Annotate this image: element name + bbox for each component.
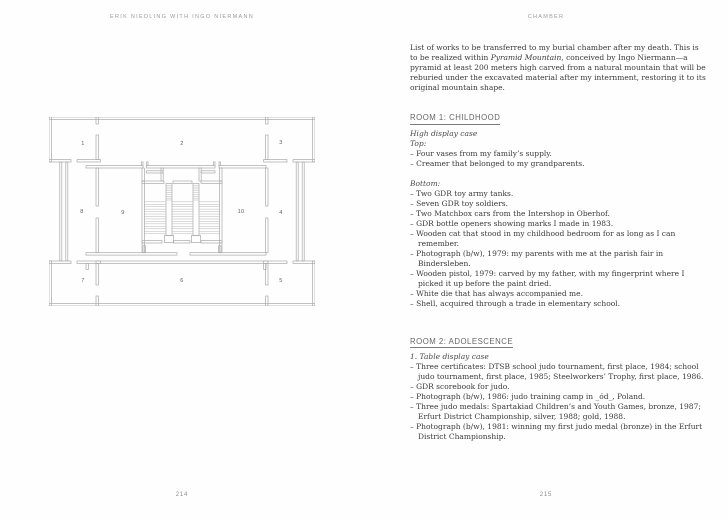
room-number: 9 <box>121 210 125 216</box>
list-marker: – <box>410 208 417 218</box>
wall-segment <box>164 236 173 243</box>
wall-segment <box>96 168 98 206</box>
list-item-text: Photograph (b/w), 1986: judo training camp in _ód_, Poland. <box>416 392 646 401</box>
list-marker: – <box>410 148 417 158</box>
list-item <box>410 299 708 309</box>
room-number: 2 <box>180 141 184 147</box>
list-item-text: Wooden cat that stood in my childhood bedroom for as long as I can remember. <box>416 228 676 248</box>
list-marker: – <box>410 382 417 391</box>
list-item-text: Creamer that belonged to my grandparents. <box>416 158 585 168</box>
room-number: 8 <box>80 209 84 215</box>
wall-segment <box>219 162 221 166</box>
wall-segment <box>86 263 88 269</box>
wall-segment <box>293 261 315 263</box>
wall-segment <box>96 263 98 285</box>
wall-segment <box>49 261 71 263</box>
display-case-group <box>410 129 708 169</box>
list-item <box>410 199 708 209</box>
list-marker: – <box>410 198 417 208</box>
page-number-left: 214 <box>175 492 189 498</box>
wall-segment <box>302 162 304 261</box>
intro-text-pre: List of works to be transferred to my burial chamber after my death. This is to be realized within <box>410 43 699 62</box>
list-item-text: Three judo medals: Spartakiad Children’s and Youth Games, bronze, 1987; Erfurt District Championship, silver, 1988; gold, 1988. <box>416 402 701 421</box>
wall-segment <box>147 171 164 173</box>
list-item-text: Three certificates: DTSB school judo tournament, first place, 1984; school judo tournament, first place, 1985; Steelworkers’ Trophy, first place, 1986. <box>416 362 704 381</box>
section-groups <box>410 352 708 442</box>
list-marker: – <box>410 268 417 278</box>
wall-segment <box>147 162 149 166</box>
wall-segment <box>49 160 71 162</box>
wall-segment <box>293 160 315 162</box>
page-number-right: 215 <box>539 492 553 498</box>
wall-segment <box>220 168 222 181</box>
running-head-right: CHAMBER <box>527 14 565 20</box>
list-item <box>410 219 708 229</box>
wall-segment <box>142 162 144 166</box>
list-marker: – <box>410 218 417 228</box>
display-case-group <box>410 352 708 442</box>
wall-segment <box>219 166 266 168</box>
list-item <box>410 362 708 382</box>
wall-segment <box>96 296 98 306</box>
room-section <box>410 113 708 309</box>
list-item <box>410 229 708 249</box>
wall-segment <box>266 296 268 306</box>
wall-segment <box>214 162 216 166</box>
plan-room-labels <box>80 140 282 284</box>
room-number: 3 <box>279 140 283 146</box>
wall-segment <box>296 162 298 261</box>
room-number: 5 <box>279 278 283 284</box>
list-marker: – <box>410 298 417 308</box>
wall-segment <box>142 181 164 183</box>
list-marker: – <box>410 248 417 258</box>
wall-segment <box>161 168 163 181</box>
section-groups <box>410 129 708 309</box>
list-marker: – <box>410 392 417 401</box>
wall-segment <box>193 183 199 235</box>
wall-segment <box>142 168 144 181</box>
running-head-left: ERIK NIEDLING WITH INGO NIERMANN <box>110 14 254 20</box>
wall-segment <box>96 117 98 124</box>
list-marker: – <box>410 288 417 298</box>
wall-segment <box>201 181 222 183</box>
wall-segment <box>142 241 162 243</box>
wall-segment <box>191 236 200 243</box>
list-item-text: Two GDR toy army tanks. <box>416 188 514 198</box>
wall-segment <box>49 261 51 306</box>
wall-segment <box>166 183 172 235</box>
wall-segment <box>201 241 222 243</box>
wall-segment <box>77 160 100 162</box>
wall-segment <box>96 261 268 263</box>
list-item-text: Four vases from my family’s supply. <box>416 148 552 158</box>
group-label: 1. Table display case <box>410 352 489 361</box>
wall-segment <box>313 261 315 306</box>
list-item <box>410 189 708 199</box>
list-marker: – <box>410 422 417 431</box>
wall-segment <box>96 135 98 160</box>
list-item-text: Wooden pistol, 1979: carved by my father, with my fingerprint where I picked it up before the paint dried. <box>416 268 685 288</box>
wall-segment <box>49 304 315 306</box>
wall-segment <box>77 261 100 263</box>
wall-segment <box>313 117 315 162</box>
list-item <box>410 289 708 299</box>
list-item <box>410 149 708 159</box>
list-marker: – <box>410 362 417 371</box>
list-item <box>410 422 708 442</box>
wall-segment <box>199 168 201 181</box>
intro-text-post: , conceived by Ingo Niermann—a pyramid at least 200 meters high carved from a natural mountain that will be reburied under the excavated material after my internment, restoring it to its original mountain shape. <box>410 53 706 92</box>
wall-segment <box>264 261 287 263</box>
wall-segment <box>266 117 268 124</box>
wall-segment <box>174 241 191 243</box>
list-item-text: Photograph (b/w), 1981: winning my first judo medal (bronze) in the Erfurt District Championship. <box>416 422 703 441</box>
wall-segment <box>266 135 268 160</box>
room-number: 7 <box>81 278 85 284</box>
wall-segment <box>49 117 51 162</box>
room-number: 4 <box>279 210 283 216</box>
list-item-text: GDR scorebook for judo. <box>416 382 510 391</box>
floor-plan <box>49 117 315 306</box>
wall-segment <box>49 117 315 119</box>
group-label: Bottom: <box>410 178 441 188</box>
intro-book-title: Pyramid Mountain <box>490 53 562 62</box>
wall-segment <box>190 253 266 255</box>
wall-segment <box>147 166 216 168</box>
wall-segment <box>86 166 143 168</box>
list-marker: – <box>410 188 417 198</box>
wall-segment <box>266 168 268 206</box>
wall-segment <box>173 181 192 183</box>
wall-segment <box>86 253 177 255</box>
room-number: 1 <box>81 141 85 147</box>
list-item <box>410 269 708 289</box>
room-section <box>410 337 708 443</box>
list-item-text: Photograph (b/w), 1979: my parents with me at the parish fair in Bindersleben. <box>416 248 664 268</box>
wall-segment <box>266 218 268 253</box>
room-number: 6 <box>180 278 184 284</box>
wall-segment <box>66 162 68 261</box>
wall-segment <box>142 181 144 243</box>
list-item-text: Shell, acquired through a trade in elementary school. <box>416 298 621 308</box>
wall-segment <box>201 171 215 173</box>
group-label: Top: <box>410 138 427 148</box>
list-item-text: GDR bottle openers showing marks I made in 1983. <box>416 218 614 228</box>
wall-segment <box>96 218 98 253</box>
wall-segment <box>60 162 62 261</box>
section-title: ROOM 2: ADOLESCENCE <box>410 337 513 349</box>
section-title: ROOM 1: CHILDHOOD <box>410 113 500 125</box>
intro-paragraph <box>410 43 708 93</box>
room-number: 10 <box>237 209 245 215</box>
list-item-text: Two Matchbox cars from the Intershop in Oberhof. <box>416 208 610 218</box>
list-item <box>410 402 708 422</box>
text-column <box>410 43 708 442</box>
list-item <box>410 249 708 269</box>
list-item <box>410 392 708 402</box>
list-item-text: White die that has always accompanied me. <box>416 288 583 298</box>
list-item <box>410 382 708 392</box>
list-marker: – <box>410 158 417 168</box>
group-label: High display case <box>410 128 478 138</box>
list-marker: – <box>410 228 417 238</box>
wall-segment <box>220 181 222 243</box>
list-item <box>410 159 708 169</box>
stair-treads <box>144 185 219 233</box>
list-item-text: Seven GDR toy soldiers. <box>416 198 509 208</box>
list-marker: – <box>410 402 417 411</box>
wall-segment <box>264 160 287 162</box>
list-item <box>410 209 708 219</box>
display-case-group <box>410 179 708 309</box>
sections <box>410 113 708 442</box>
